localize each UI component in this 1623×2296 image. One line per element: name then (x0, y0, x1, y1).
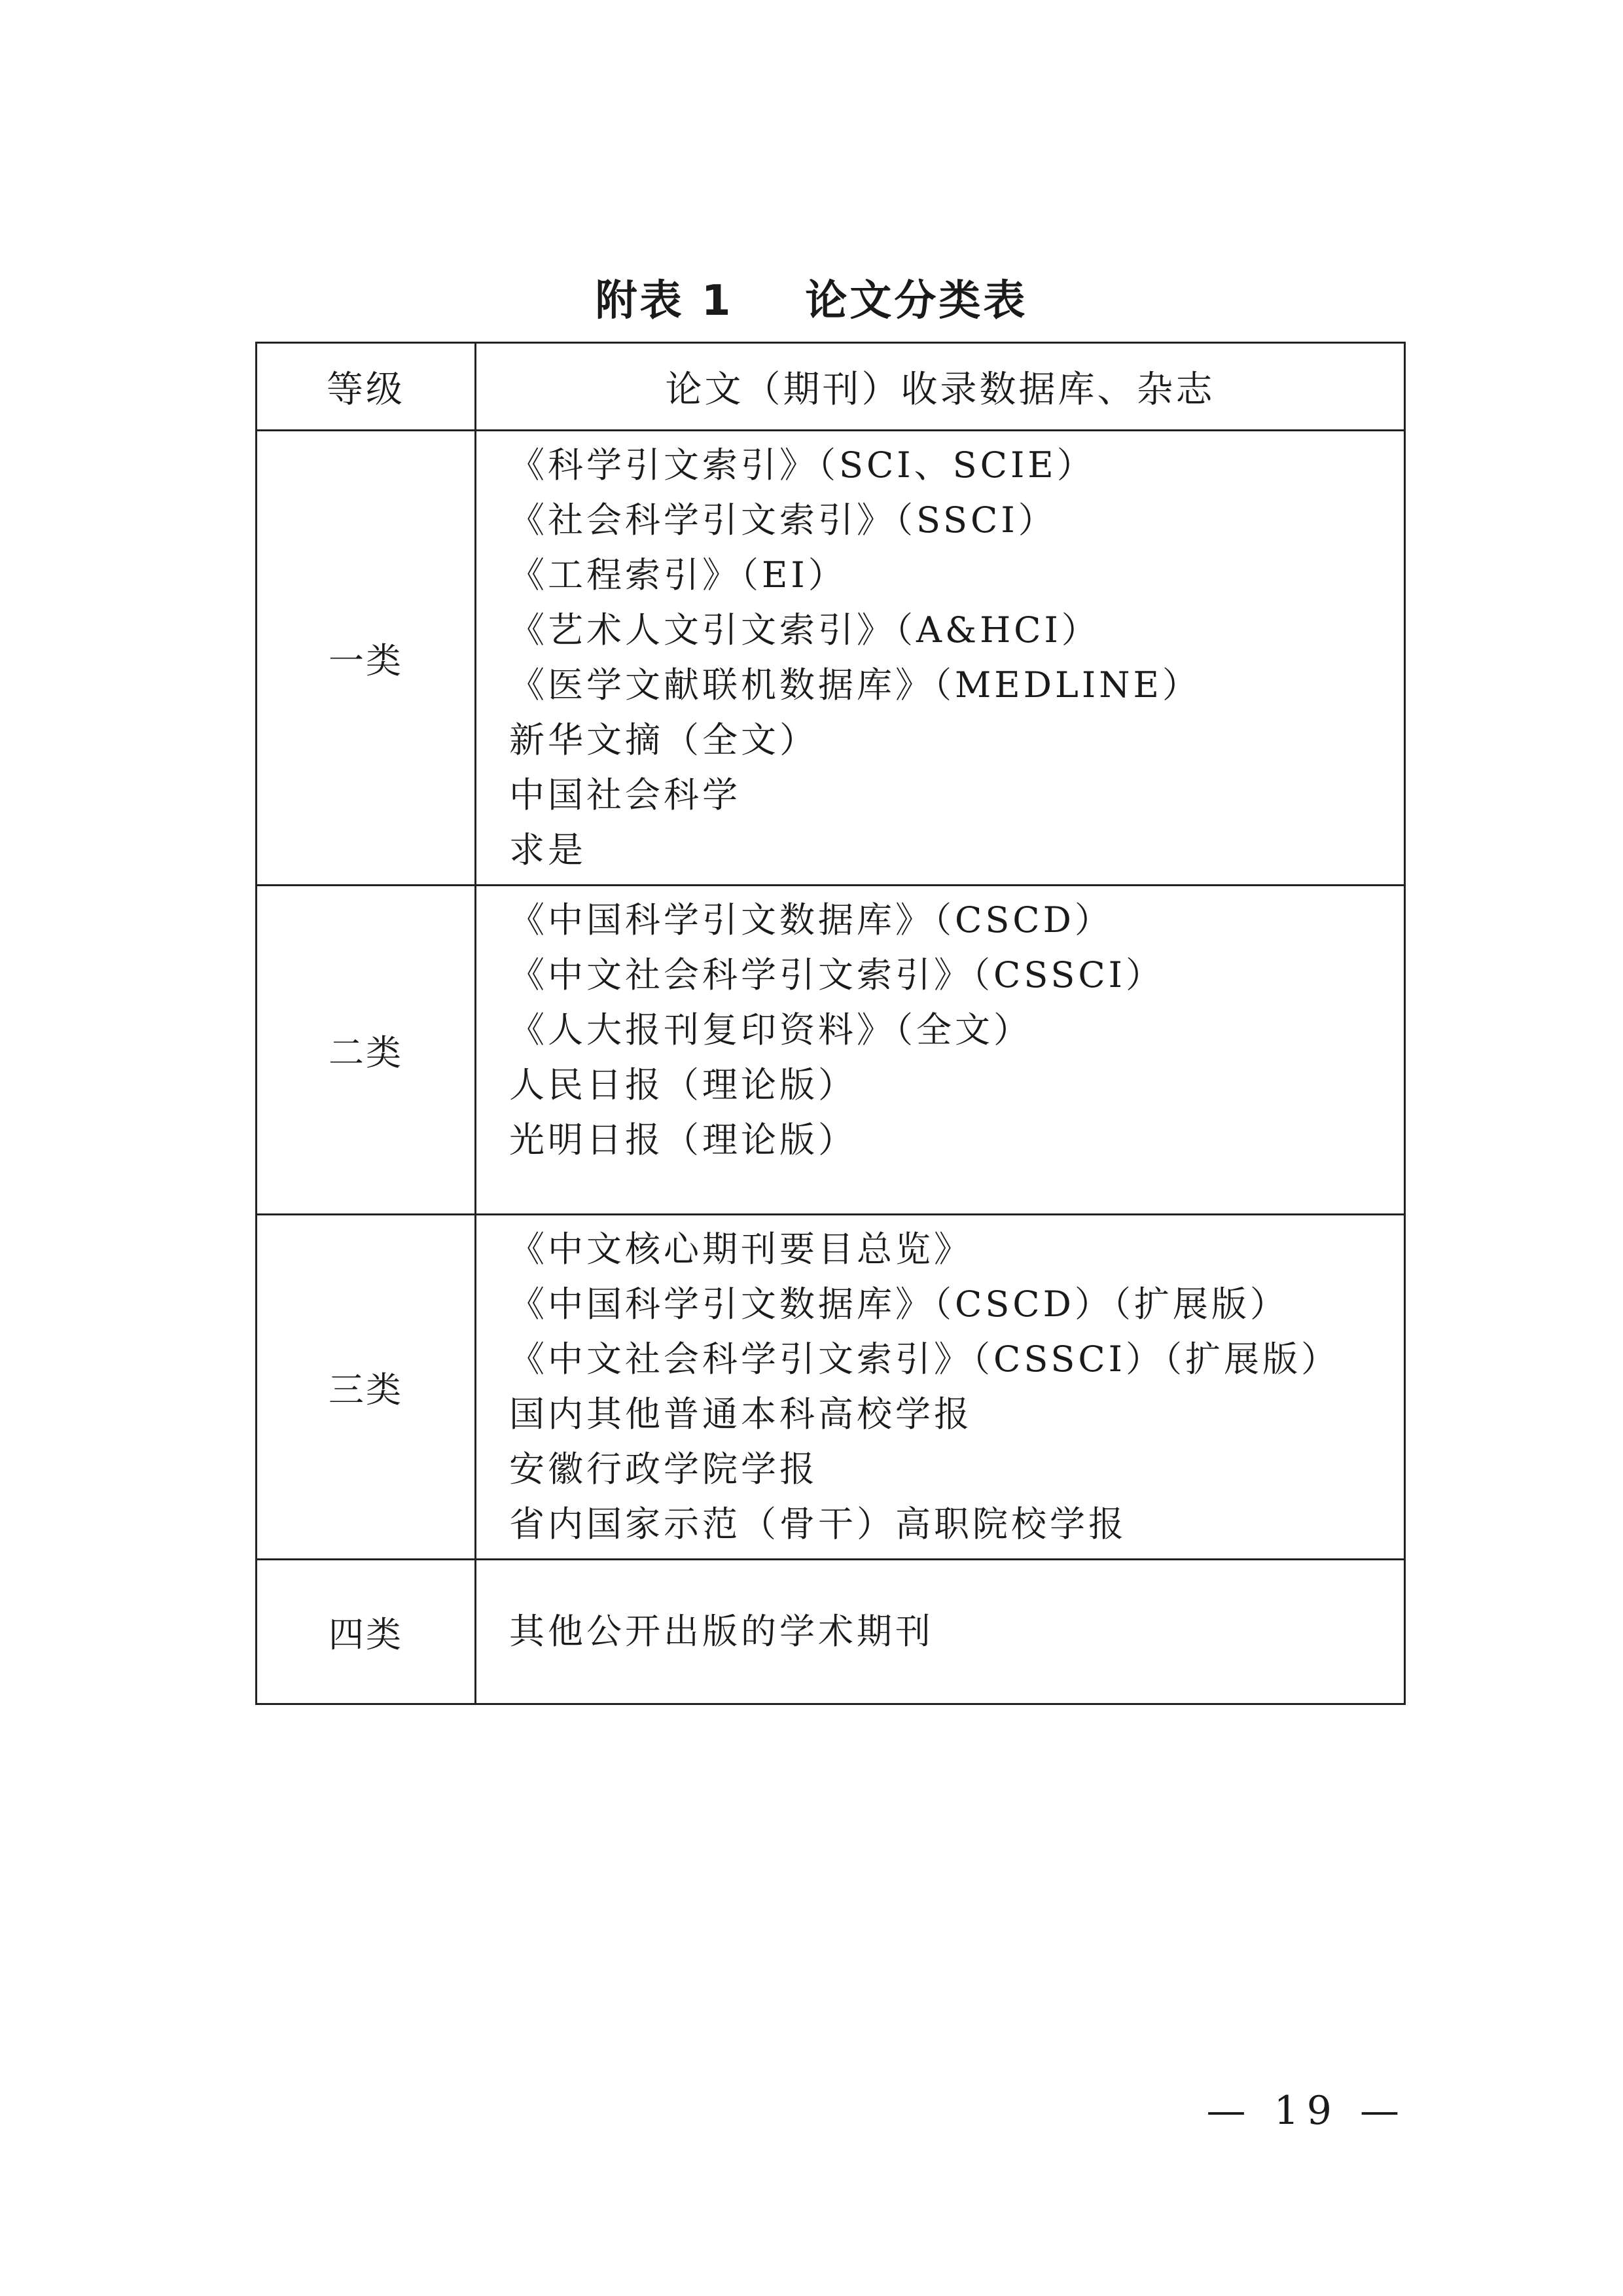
database-item: 新华文摘（全文） (509, 719, 818, 761)
database-cell (476, 1215, 1405, 1560)
database-item: 《中国科学引文数据库》（CSCD）（扩展版） (509, 1283, 1289, 1325)
page-number: — 19 — (1206, 2088, 1407, 2134)
database-cell (476, 431, 1405, 886)
grade-cell: 二类 (257, 886, 476, 1215)
classification-table (255, 342, 1406, 1705)
grade-cell: 三类 (257, 1215, 476, 1560)
database-item: 安徽行政学院学报 (509, 1448, 818, 1490)
grade-cell: 四类 (257, 1560, 476, 1704)
database-item: 《艺术人文引文索引》（A&HCI） (509, 609, 1100, 651)
database-item: 《社会科学引文索引》（SSCI） (509, 499, 1057, 541)
database-item: 《中国科学引文数据库》（CSCD） (509, 899, 1113, 941)
header-grade: 等级 (257, 343, 476, 431)
database-item: 《中文社会科学引文索引》（CSSCI） (509, 954, 1165, 996)
page-title (0, 262, 1623, 340)
database-item: 中国社会科学 (509, 774, 741, 816)
header-databases: 论文（期刊）收录数据库、杂志 (476, 343, 1405, 431)
database-item: 《中文社会科学引文索引》（CSSCI）（扩展版） (509, 1338, 1340, 1380)
database-item: 国内其他普通本科高校学报 (509, 1393, 972, 1435)
table-title: 论文分类表 (805, 277, 1028, 325)
database-item: 《工程索引》（EI） (509, 554, 847, 596)
database-item: 《科学引文索引》（SCI、SCIE） (509, 444, 1096, 486)
table-header-row (257, 343, 1405, 431)
database-item: 人民日报（理论版） (509, 1064, 857, 1105)
database-item: 求是 (509, 829, 586, 870)
database-cell (476, 1560, 1405, 1704)
database-item: 其他公开出版的学术期刊 (509, 1611, 934, 1652)
database-item: 《人大报刊复印资料》（全文） (509, 1009, 1032, 1050)
database-item: 《医学文献联机数据库》（MEDLINE） (509, 664, 1201, 706)
database-cell (476, 886, 1405, 1215)
database-item: 省内国家示范（骨干）高职院校学报 (509, 1503, 1127, 1545)
database-item: 《中文核心期刊要目总览》 (509, 1229, 972, 1270)
table-row (257, 431, 1405, 886)
table-row (257, 886, 1405, 1215)
appendix-label: 附表 1 (595, 277, 734, 325)
database-item: 光明日报（理论版） (509, 1119, 857, 1160)
grade-cell: 一类 (257, 431, 476, 886)
table-row (257, 1560, 1405, 1704)
table-row (257, 1215, 1405, 1560)
